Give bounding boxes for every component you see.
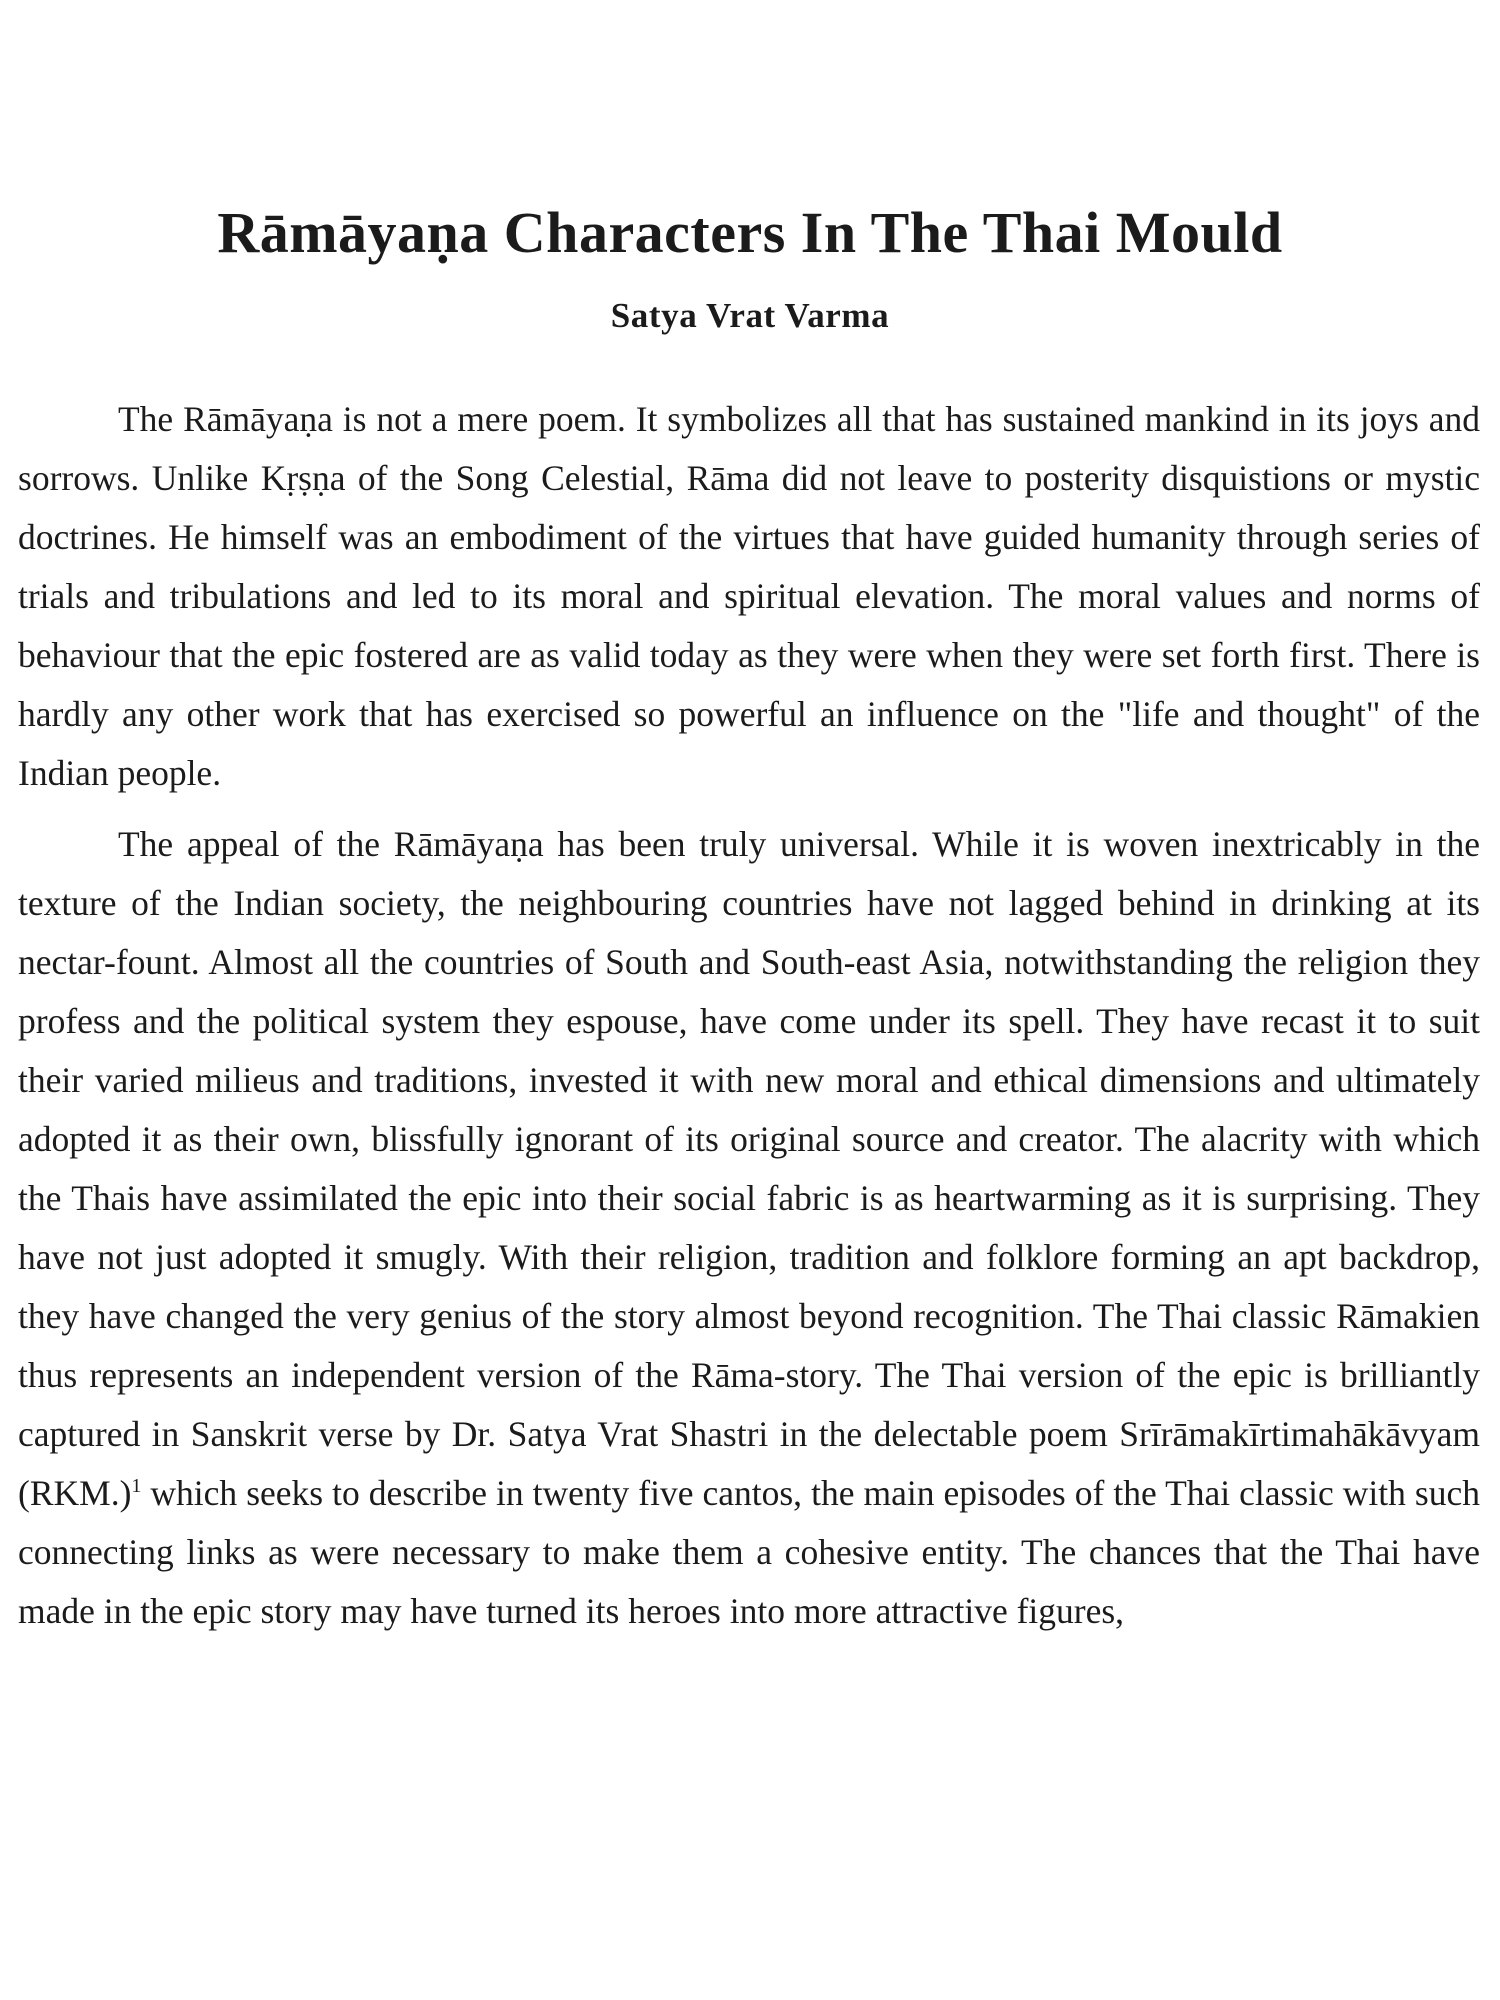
paragraph-2 <box>18 815 1480 1641</box>
footnote-marker: 1 <box>131 1475 142 1498</box>
author-name: Satya Vrat Varma <box>610 296 890 335</box>
chapter-body <box>18 390 1480 1641</box>
paragraph-1: The Rāmāyaṇa is not a mere poem. It symbolizes all that has sustained mankind in its joys and sorrows. Unlike Kṛṣṇa of the Song Celestial, Rāma did not leave to posterity disquistions or mystic doctrines. He himself was an embodiment of the virtues that have guided humanity through series of trials and tribulations and led to its moral and spiritual elevation. The moral values and norms of behaviour that the epic fostered are as valid today as they were when they were set forth first. There is hardly any other work that has exercised so powerful an influence on the "life and thought" of the Indian people. <box>18 399 1480 793</box>
chapter-title: Rāmāyaṇa Characters In The Thai Mould <box>217 199 1283 265</box>
paragraph-2-text-start: The appeal of the Rāmāyaṇa has been truly universal. While it is woven inextricably in the texture of the Indian society, the neighbouring countries have not lagged behind in drinking at its nectar-fount. Almost all the countries of South and South-east Asia, notwithstanding the religion they profess and the political system they espouse, have come under its spell. They have recast it to suit their varied milieus and traditions, invested it with new moral and ethical dimensions and ultimately adopted it as their own, blissfully ignorant of its original source and creator. The alacrity with which the Thais have assimilated the epic into their social fabric is as heartwarming as it is surprising. They have not just adopted it smugly. With their religion, tradition and folklore forming an apt backdrop, they have changed the very genius of the story almost beyond recognition. The Thai classic Rāmakien thus represents an independent version of the Rāma-story. The Thai version of the epic is brilliantly captured in Sanskrit verse by Dr. Satya Vrat Shastri in the delectable poem Srīrāmakīrtimahākāvyam (RKM.) <box>18 824 1480 1513</box>
paragraph-2-text-end: which seeks to describe in twenty five cantos, the main episodes of the Thai classic with such connecting links as were necessary to make them a cohesive entity. The chances that the Thai have made in the epic story may have turned its heroes into more attractive figures, <box>18 1473 1480 1631</box>
